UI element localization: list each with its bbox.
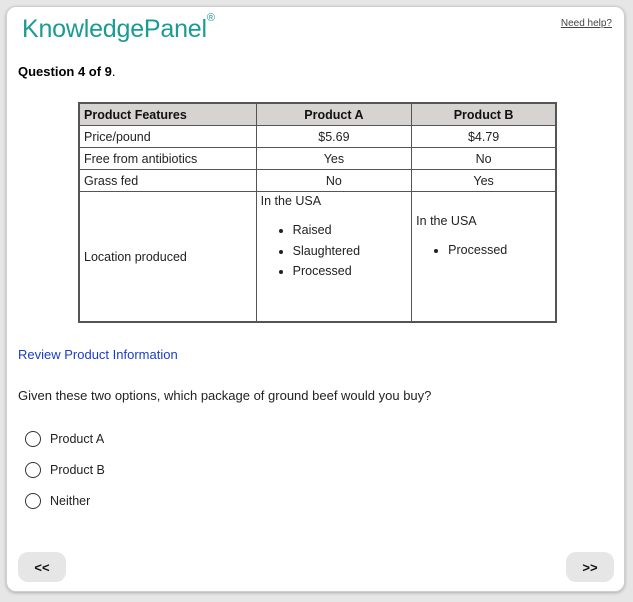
product-b-value: $4.79 <box>412 126 556 148</box>
product-a-location-list <box>261 220 408 282</box>
next-button[interactable]: >> <box>566 552 614 582</box>
knowledgepanel-logo <box>22 12 215 44</box>
product-a-value: $5.69 <box>256 126 412 148</box>
question-counter-text: Question 4 of 9 <box>18 64 112 79</box>
radio-button-icon[interactable] <box>25 431 41 447</box>
registered-mark: ® <box>206 12 215 24</box>
option-product-b[interactable] <box>25 461 105 479</box>
option-label: Product B <box>50 463 105 477</box>
survey-panel <box>6 6 625 592</box>
product-a-value: Yes <box>256 148 412 170</box>
feature-label: Price/pound <box>79 126 256 148</box>
need-help-link[interactable]: Need help? <box>560 18 612 29</box>
review-product-information-link[interactable]: Review Product Information <box>18 347 178 362</box>
option-product-a[interactable] <box>25 430 104 448</box>
product-a-location-intro: In the USA <box>260 194 322 208</box>
list-item: • Processed <box>293 261 408 282</box>
option-label: Neither <box>50 494 91 508</box>
feature-label: Free from antibiotics <box>79 148 256 170</box>
question-counter-period: . <box>111 64 116 79</box>
product-b-location-intro: In the USA <box>416 214 477 228</box>
radio-button-icon[interactable] <box>25 462 41 478</box>
table-row <box>79 170 556 192</box>
logo-text: KnowledgePanel <box>22 15 207 43</box>
list-item: • Raised <box>293 220 408 241</box>
product-b-location <box>412 192 556 323</box>
header-product-features: Product Features <box>79 103 256 126</box>
header-product-a: Product A <box>256 103 412 126</box>
option-label: Product A <box>50 432 105 446</box>
question-prompt: Given these two options, which package of ground beef would you buy? <box>18 388 432 403</box>
list-item: • Slaughtered <box>293 241 408 262</box>
product-b-location-list <box>416 240 551 261</box>
table-row-location <box>79 192 556 323</box>
header-product-b: Product B <box>412 103 556 126</box>
radio-button-icon[interactable] <box>25 493 41 509</box>
product-a-value: No <box>256 170 412 192</box>
product-a-location <box>256 192 412 323</box>
option-neither[interactable] <box>25 492 90 510</box>
table-row <box>79 126 556 148</box>
feature-label: Location produced <box>79 192 256 323</box>
list-item: • Processed <box>448 240 551 261</box>
previous-button[interactable]: << <box>18 552 66 582</box>
question-counter <box>18 64 116 79</box>
product-b-value: Yes <box>412 170 556 192</box>
table-row <box>79 148 556 170</box>
table-header-row <box>79 103 556 126</box>
feature-label: Grass fed <box>79 170 256 192</box>
product-features-table <box>78 102 557 323</box>
product-b-value: No <box>412 148 556 170</box>
